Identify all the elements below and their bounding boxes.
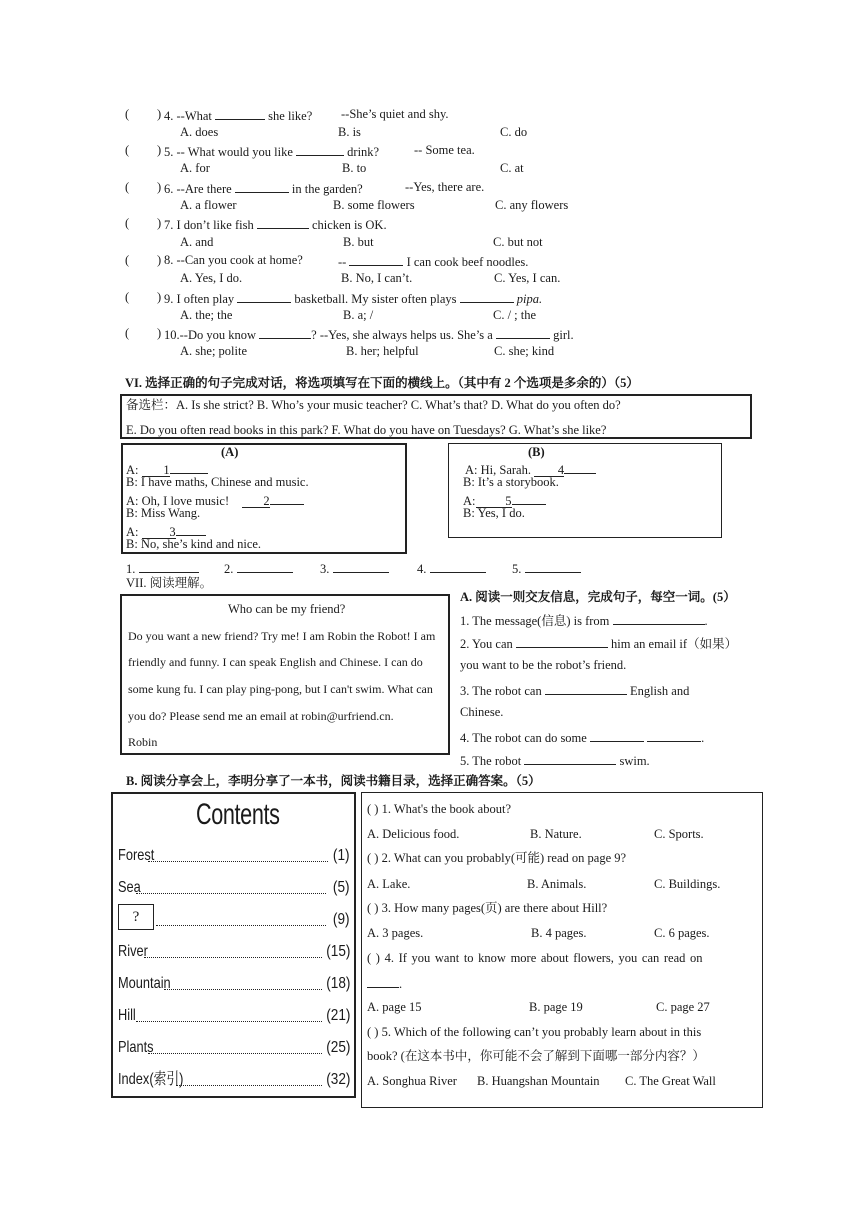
option-c: C. Buildings. [654, 877, 721, 891]
friend-line: some kung fu. I can play ping-pong, but I can't swim. What can [128, 682, 433, 696]
question-reply: --She’s quiet and shy. [341, 107, 449, 121]
option-c: C. Sports. [654, 827, 704, 841]
option-a: A. for [180, 161, 210, 175]
answer-blank[interactable]: . [367, 976, 402, 991]
option-a: A. page 15 [367, 1000, 422, 1014]
friend-box [120, 594, 450, 755]
dialog-a-line: B: No, she’s kind and nice. [126, 537, 262, 551]
answer-paren-close: ) [157, 180, 162, 194]
dialog-b-title: (B) [528, 445, 545, 459]
answer-paren-close: ) [157, 143, 162, 157]
answer-paren[interactable]: ( [125, 107, 130, 121]
answer-paren-close: ) [157, 216, 162, 230]
toc-unknown-box: ? [118, 904, 154, 930]
toc-row: River (15) [118, 943, 350, 960]
option-c: C. at [500, 161, 524, 175]
option-b: B. but [343, 235, 374, 249]
dialog-b-line: A: Hi, Sarah. 4 [465, 461, 596, 477]
toc-row: Plants (25) [118, 1039, 350, 1056]
friend-line: friendly and funny. I can speak English and Chinese. I can do [128, 655, 423, 669]
part-a-item: Chinese. [460, 705, 504, 719]
answer-paren-close: ) [157, 326, 162, 340]
dialog-b-line: A: 5 [463, 492, 546, 508]
answer-paren[interactable]: ( [125, 180, 130, 194]
option-b: B. a; / [343, 308, 374, 322]
question-reply: --Yes, there are. [405, 180, 485, 194]
option-a: A. she; polite [180, 344, 248, 358]
dialog-b-line: B: Yes, I do. [463, 506, 525, 520]
option-c: C. but not [493, 235, 543, 249]
option-a: A. the; the [180, 308, 233, 322]
answer-blank-4[interactable]: 4. [417, 561, 486, 576]
dialog-b-box [448, 443, 722, 538]
option-a: A. Yes, I do. [180, 271, 243, 285]
friend-title: Who can be my friend? [228, 602, 346, 616]
option-a: A. Delicious food. [367, 827, 460, 841]
part-a-item: 2. You can him an email if（如果） [460, 637, 738, 651]
option-b: B. No, I can’t. [341, 271, 413, 285]
part-a-item: you want to be the robot’s friend. [460, 658, 627, 672]
option-a: A. and [180, 235, 214, 249]
option-b: B. Nature. [530, 827, 582, 841]
question-text-cont: book? (在这本书中，你可能不会了解到下面哪一部分内容？） [367, 1049, 705, 1063]
option-a: A. 3 pages. [367, 926, 424, 940]
answer-paren-close: ) [157, 253, 162, 267]
section-6-title: VI. 选择正确的句子完成对话，将选项填写在下面的横线上。（其中有 2 个选项是多余的）（5） [125, 376, 639, 390]
question-reply: -- I can cook beef noodles. [338, 255, 529, 269]
answer-paren[interactable]: ( [125, 143, 130, 157]
option-c: C. page 27 [656, 1000, 710, 1014]
question-text: 4. --What she like? [164, 109, 313, 123]
option-c: C. any flowers [495, 198, 569, 212]
friend-line: Do you want a new friend? Try me! I am Robin the Robot! I am [128, 629, 436, 643]
question-text: ( ) 2. What can you probably(可能) read on page 9? [367, 851, 627, 865]
question-text: 7. I don’t like fish chicken is OK. [164, 218, 387, 232]
answer-paren[interactable]: ( [125, 253, 130, 267]
answer-blank-5[interactable]: 5. [512, 561, 581, 576]
toc-row: (9) [118, 910, 350, 930]
dialog-a-line: A: Oh, I love music! 2 [126, 492, 304, 508]
option-c: C. Yes, I can. [494, 271, 561, 285]
toc-row: Index(索引) (32) [118, 1071, 350, 1088]
option-c: C. / ; the [493, 308, 537, 322]
answer-blank-2[interactable]: 2. [224, 561, 293, 576]
option-a: A. does [180, 125, 219, 139]
dialog-b-line: B: It’s a storybook. [463, 475, 559, 489]
toc-row: Hill (21) [118, 1007, 350, 1024]
options-line-2: E. Do you often read books in this park? F. What do you have on Tuesdays? G. What’s she like? [126, 423, 607, 437]
question-text: 5. -- What would you like drink? [164, 145, 380, 159]
friend-signature: Robin [128, 735, 158, 749]
contents-title: Contents [196, 798, 280, 831]
option-a: A. Songhua River [367, 1074, 457, 1088]
part-a-title: A. 阅读一则交友信息，完成句子，每空一词。(5） [460, 590, 736, 604]
dialog-a-line: B: I have maths, Chinese and music. [126, 475, 309, 489]
option-c: C. 6 pages. [654, 926, 710, 940]
question-text: ( ) 3. How many pages(页) are there about Hill? [367, 901, 608, 915]
part-b-title: B. 阅读分享会上，李明分享了一本书，阅读书籍目录，选择正确答案。（5） [126, 774, 541, 788]
option-b: B. her; helpful [346, 344, 419, 358]
toc-row: Forest (1) [118, 847, 350, 864]
option-b: B. Animals. [527, 877, 587, 891]
toc-row: Mountain (18) [118, 975, 350, 992]
part-a-item: 4. The robot can do some . [460, 731, 705, 745]
dialog-a-line: B: Miss Wang. [126, 506, 201, 520]
dialog-a-line: A: 1 [126, 461, 208, 477]
option-c: C. The Great Wall [625, 1074, 716, 1088]
option-b: B. Huangshan Mountain [477, 1074, 600, 1088]
option-c: C. do [500, 125, 528, 139]
question-text: ( ) 1. What's the book about? [367, 802, 512, 816]
question-reply: -- Some tea. [414, 143, 475, 157]
option-b: B. some flowers [333, 198, 415, 212]
answer-blank-3[interactable]: 3. [320, 561, 389, 576]
option-a: A. Lake. [367, 877, 411, 891]
option-b: B. page 19 [529, 1000, 583, 1014]
question-text: 10.--Do you know ? --Yes, she always helps us. She’s a girl. [164, 328, 574, 342]
answer-paren[interactable]: ( [125, 290, 130, 304]
question-text: 9. I often play basketball. My sister often plays pipa. [164, 292, 543, 306]
answer-paren[interactable]: ( [125, 216, 130, 230]
section-7-title: VII. 阅读理解。 [126, 576, 213, 590]
answer-blank-1[interactable]: 1. [126, 561, 199, 576]
answer-paren[interactable]: ( [125, 326, 130, 340]
option-c: C. she; kind [494, 344, 555, 358]
answer-paren-close: ) [157, 107, 162, 121]
answer-paren-close: ) [157, 290, 162, 304]
dialog-a-line: A: 3 [126, 523, 206, 539]
question-text: 8. --Can you cook at home? [164, 253, 303, 267]
part-a-item: 5. The robot swim. [460, 754, 650, 768]
option-a: A. a flower [180, 198, 237, 212]
option-b: B. is [338, 125, 361, 139]
question-text: 6. --Are there in the garden? [164, 182, 363, 196]
question-text: ( ) 5. Which of the following can’t you probably learn about in this [367, 1025, 702, 1039]
option-b: B. to [342, 161, 367, 175]
part-a-item: 1. The message(信息) is from . [460, 614, 708, 628]
part-a-item: 3. The robot can English and [460, 684, 690, 698]
toc-row: Sea (5) [118, 879, 350, 896]
option-b: B. 4 pages. [531, 926, 587, 940]
friend-line: you do? Please send me an email at robin@urfriend.cn. [128, 709, 394, 723]
question-text: ( ) 4. If you want to know more about flowers, you can read on [367, 951, 703, 965]
options-line-1: 备选栏：A. Is she strict? B. Who’s your music teacher? C. What’s that? D. What do you often do? [126, 398, 621, 412]
dialog-a-title: (A) [221, 445, 239, 459]
